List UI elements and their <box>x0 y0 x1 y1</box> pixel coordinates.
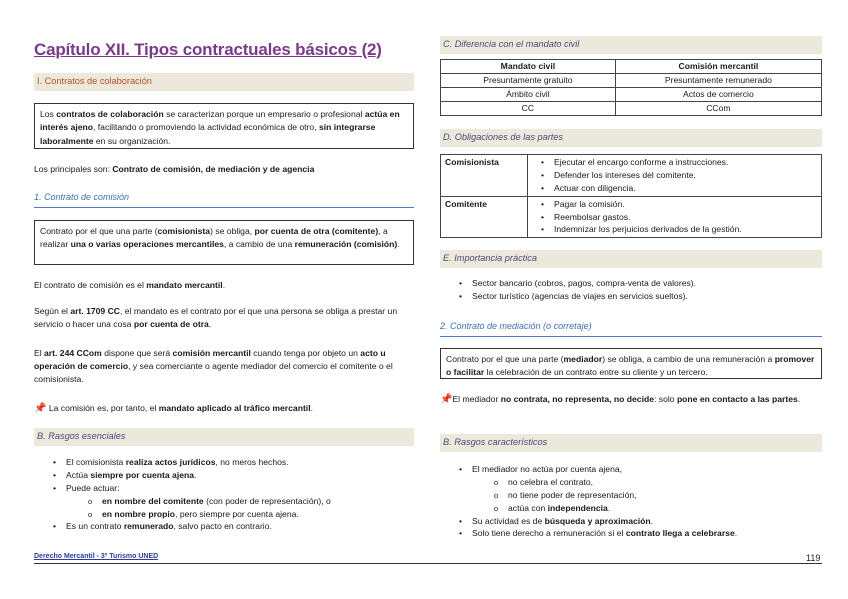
table-cell: Ámbito civil <box>441 87 616 101</box>
obligaciones-table <box>440 154 822 238</box>
page-number: 119 <box>806 553 821 563</box>
list-item: • Puede actuar: <box>50 482 410 495</box>
definition-box-colaboracion: Los contratos de colaboración se caracterizan porque un empresario o profesional actúa en interés ajeno, facilitando o promoviendo la actividad económica de otro, sin integrarse laboralmente en su organización. <box>34 103 414 149</box>
list-item: • Actuar con diligencia. <box>538 182 817 195</box>
table-cell: Presuntamente gratuito <box>441 73 616 87</box>
table-header: Mandato civil <box>441 60 616 74</box>
comisionista-obligations <box>538 156 817 195</box>
pin-note-comision: 📌 La comisión es, por tanto, el mandato aplicado al tráfico mercantil. <box>34 403 313 414</box>
list-item: • Pagar la comisión. <box>538 198 817 211</box>
list-item: o actúa con independencia. <box>456 502 822 515</box>
list-item: • Actúa siempre por cuenta ajena. <box>50 469 410 482</box>
list-item: • Sector turístico (agencias de viajes en servicios sueltos). <box>456 290 816 303</box>
list-item: • Ejecutar el encargo conforme a instrucciones. <box>538 156 817 169</box>
footer-source: Derecho Mercantil - 3º Turismo UNED <box>34 553 159 560</box>
list-item: • Indemnizar los perjuicios derivados de la gestión. <box>538 223 817 236</box>
table-cell: Presuntamente remunerado <box>615 73 821 87</box>
table-cell: CC <box>441 101 616 115</box>
footer-divider <box>34 563 822 564</box>
list-item: • Su actividad es de búsqueda y aproximación. <box>456 515 822 528</box>
rasgos-caracteristicos-list <box>456 463 822 540</box>
pin-icon: 📌 <box>34 403 47 414</box>
table-header: Comisión mercantil <box>615 60 821 74</box>
comitente-obligations <box>538 198 817 237</box>
table-cell: Actos de comercio <box>615 87 821 101</box>
subheading-contrato-mediacion: 2. Contrato de mediación (o corretaje) <box>440 320 822 337</box>
diferencia-table <box>440 59 822 116</box>
page-title: Capítulo XII. Tipos contractuales básicos (2) <box>34 40 382 59</box>
list-item: • Defender los intereses del comitente. <box>538 169 817 182</box>
table-cell-comitente: Comitente <box>441 196 528 238</box>
importancia-list <box>456 277 816 303</box>
section-heading-diferencia-mandato: C. Diferencia con el mandato civil <box>440 36 822 54</box>
art-244-text: El art. 244 CCom dispone que será comisión mercantil cuando tenga por objeto un acto u operación de comercio, y sea comerciante o agente mediador del comercio el comitente o el comisionista. <box>34 348 393 384</box>
table-cell-comisionista: Comisionista <box>441 155 528 197</box>
section-heading-rasgos-esenciales: B. Rasgos esenciales <box>34 428 414 446</box>
list-item: o en nombre propio, pero siempre por cuenta ajena. <box>50 508 410 521</box>
definition-box-comision: Contrato por el que una parte (comisionista) se obliga, por cuenta de otra (comitente), a realizar una o varias operaciones mercantiles, a cambio de una remuneración (comisión). <box>34 220 414 265</box>
section-heading-contratos-colaboracion: I. Contratos de colaboración <box>34 73 414 91</box>
definition-box-mediacion: Contrato por el que una parte (mediador) se obliga, a cambio de una remuneración a promover o facilitar la celebración de un contrato entre su cliente y un tercero. <box>440 348 822 379</box>
subheading-contrato-comision: 1. Contrato de comisión <box>34 191 414 208</box>
list-item: • Es un contrato remunerado, salvo pacto en contrario. <box>50 520 410 533</box>
list-item: • Sector bancario (cobros, pagos, compra-venta de valores). <box>456 277 816 290</box>
list-item: o no celebra el contrato, <box>456 476 822 489</box>
list-item: o no tiene poder de representación, <box>456 489 822 502</box>
table-cell: CCom <box>615 101 821 115</box>
section-heading-importancia: E. Importancia práctica <box>440 250 822 268</box>
list-item: • Reembolsar gastos. <box>538 211 817 224</box>
mandato-text: El contrato de comisión es el mandato mercantil. <box>34 280 226 290</box>
list-item: • El mediador no actúa por cuenta ajena, <box>456 463 822 476</box>
list-item: • Solo tiene derecho a remuneración si el contrato llega a celebrarse. <box>456 527 822 540</box>
pin-icon: 📌 <box>440 394 453 405</box>
section-heading-rasgos-caracteristicos: B. Rasgos característicos <box>440 434 822 452</box>
rasgos-esenciales-list <box>50 456 410 533</box>
art-1709-text: Según el art. 1709 CC, el mandato es el contrato por el que una persona se obliga a prestar un servicio o hacer una cosa por cuenta de otra. <box>34 306 398 329</box>
list-item: • El comisionista realiza actos jurídicos, no meros hechos. <box>50 456 410 469</box>
pin-note-mediador: 📌El mediador no contrata, no representa, no decide: solo pone en contacto a las partes. <box>440 394 801 405</box>
list-item: o en nombre del comitente (con poder de representación), o <box>50 495 410 508</box>
principales-text: Los principales son: Contrato de comisión, de mediación y de agencia <box>34 164 315 174</box>
section-heading-obligaciones: D. Obligaciones de las partes <box>440 129 822 147</box>
